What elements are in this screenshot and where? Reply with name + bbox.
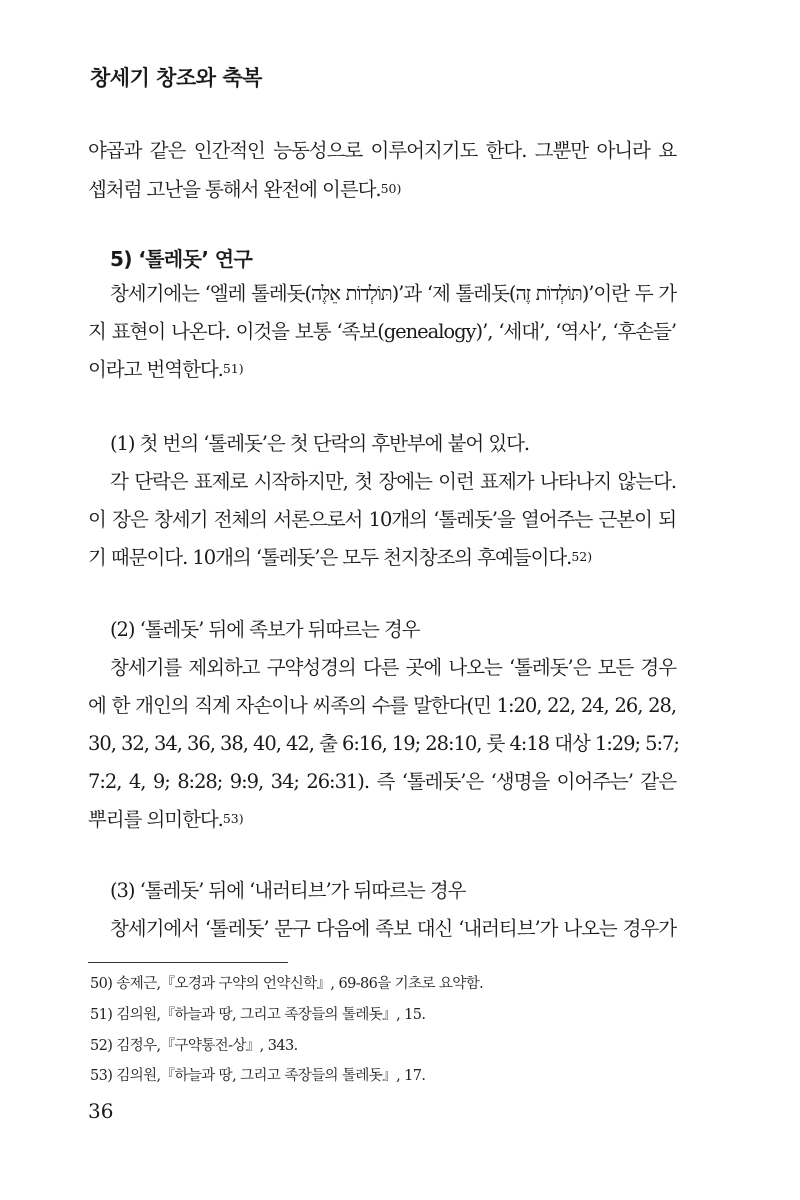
footnote: 50) 송제근,『오경과 구약의 언약신학』, 69-86을 기초로 요약함. xyxy=(90,976,484,992)
footnote-divider xyxy=(88,962,288,963)
footnote: 52) 김정우,『구약통전-상』, 343. xyxy=(90,1038,298,1054)
subsection-heading: (2) ‘톨레돗’ 뒤에 족보가 뒤따르는 경우 xyxy=(110,618,420,641)
footnote-ref: 53) xyxy=(222,811,244,826)
footnote: 53) 김의원,『하늘과 땅, 그리고 족장들의 톨레돗』, 17. xyxy=(90,1068,426,1084)
paragraph-line: 30, 32, 34, 36, 38, 40, 42, 출 6:16, 19; 28:10, 룻 4:18 대상 1:29; 5:7; xyxy=(88,732,679,755)
paragraph-line: 창세기에는 ‘엘레 톨레돗(תּוֹלְדוֹת אֵלֶּה)’과 ‘제 톨레돗(תּוֹלְדוֹת זֶה)’이란 두 가 xyxy=(110,282,676,305)
paragraph-line: 이 장은 창세기 전체의 서론으로서 10개의 ‘톨레돗’을 열어주는 근본이 되 xyxy=(88,508,676,531)
paragraph-line: 이라고 번역한다.51) xyxy=(88,358,244,381)
subsection-heading: (1) 첫 번의 ‘톨레돗’은 첫 단락의 후반부에 붙어 있다. xyxy=(110,432,530,455)
footnote-ref: 50) xyxy=(380,181,402,196)
paragraph-line: 각 단락은 표제로 시작하지만, 첫 장에는 이런 표제가 나타나지 않는다. xyxy=(110,470,676,493)
paragraph-line: 창세기에서 ‘톨레돗’ 문구 다음에 족보 대신 ‘내러티브’가 나오는 경우가 xyxy=(110,917,676,940)
paragraph-line: 뿌리를 의미한다.53) xyxy=(88,808,244,831)
paragraph-line: 에 한 개인의 직계 자손이나 씨족의 수를 말한다(민 1:20, 22, 24, 26, 28, xyxy=(88,694,676,717)
paragraph-line: 기 때문이다. 10개의 ‘톨레돗’은 모두 천지창조의 후예들이다.52) xyxy=(88,546,593,569)
footnote: 51) 김의원,『하늘과 땅, 그리고 족장들의 톨레돗』, 15. xyxy=(90,1007,426,1023)
paragraph-line: 창세기를 제외하고 구약성경의 다른 곳에 나오는 ‘톨레돗’은 모든 경우 xyxy=(110,656,676,679)
footnote-ref: 52) xyxy=(571,549,593,564)
page-number: 36 xyxy=(88,1099,114,1123)
running-header: 창세기 창조와 축복 xyxy=(90,66,262,90)
section-heading: 5) ‘톨레돗’ 연구 xyxy=(110,247,253,271)
paragraph-line: 야곱과 같은 인간적인 능동성으로 이루어지기도 한다. 그뿐만 아니라 요 xyxy=(88,139,676,162)
footnote-ref: 51) xyxy=(222,361,244,376)
paragraph-line: 7:2, 4, 9; 8:28; 9:9, 34; 26:31). 즉 ‘톨레돗’은 ‘생명을 이어주는’ 같은 xyxy=(88,770,676,793)
paragraph-line: 지 표현이 나온다. 이것을 보통 ‘족보(genealogy)’, ‘세대’, ‘역사’, ‘후손들’ xyxy=(88,320,676,343)
subsection-heading: (3) ‘톨레돗’ 뒤에 ‘내러티브’가 뒤따르는 경우 xyxy=(110,879,466,902)
paragraph-line: 셉처럼 고난을 통해서 완전에 이른다.50) xyxy=(88,178,402,201)
